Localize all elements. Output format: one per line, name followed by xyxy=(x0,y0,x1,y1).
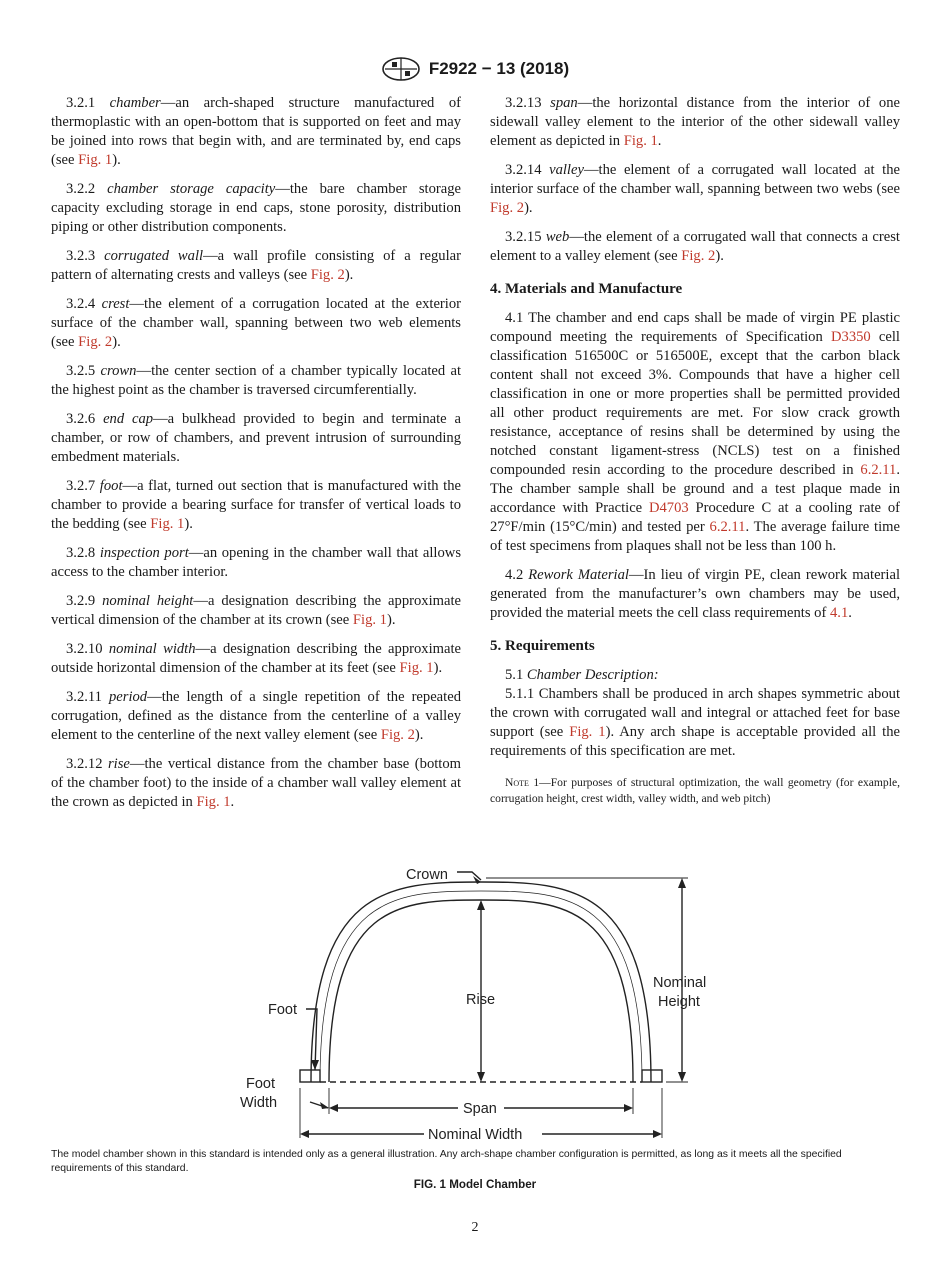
link-6-2-11[interactable]: 6.2.11 xyxy=(709,519,746,535)
definition-term: inspection port xyxy=(99,545,189,561)
section-4-heading: 4. Materials and Manufacture xyxy=(490,281,683,297)
right-foot xyxy=(642,1070,662,1082)
document-designation: F2922 − 13 (2018) xyxy=(428,59,570,78)
definition-term: span xyxy=(550,95,578,111)
figure-caption-text: The model chamber shown in this standard is intended only as a general illustration. Any arch-shape chamber configuration is permitted, as long as it meets all the specified requirements of this standard. xyxy=(51,1149,842,1174)
definition-paragraph: 3.2.10 nominal width—a designation describing the approximate outside horizontal dimension of the chamber at its feet (see Fig. 1). xyxy=(51,641,462,676)
figure-link[interactable]: Fig. 1 xyxy=(150,516,185,532)
link-d4703[interactable]: D4703 xyxy=(648,500,689,516)
paragraph-5-1: 5.1 Chamber Description: xyxy=(505,667,659,683)
definition-paragraph: 3.2.3 corrugated wall—a wall profile consisting of a regular pattern of alternating crests and valleys (see Fig. 2). xyxy=(51,248,461,283)
figure-link[interactable]: Fig. 1 xyxy=(352,612,387,628)
link-4-1[interactable]: 4.1 xyxy=(830,605,849,621)
label-crown: Crown xyxy=(406,867,448,883)
definition-term: crest xyxy=(101,296,130,312)
figure-link[interactable]: Fig. 2 xyxy=(681,248,716,264)
definition-term: valley xyxy=(549,162,584,178)
figure-model-chamber xyxy=(220,856,720,1146)
definition-term: crown xyxy=(100,363,137,379)
right-column xyxy=(490,94,900,807)
section-5-heading: 5. Requirements xyxy=(490,638,595,654)
left-foot xyxy=(300,1070,320,1082)
note-1: Note 1—For purposes of structural optimization, the wall geometry (for example, corrugation height, crest width, valley width, and web pitch) xyxy=(490,776,900,805)
definition-term: foot xyxy=(99,478,123,494)
definition-paragraph: 3.2.5 crown—the center section of a chamber typically located at the highest point as the chamber is traversed circumferentially. xyxy=(51,363,461,398)
definition-term: nominal width xyxy=(108,641,196,657)
definition-term: rise xyxy=(108,756,130,772)
definition-term: chamber storage capacity xyxy=(107,181,276,197)
link-fig-1[interactable]: Fig. 1 xyxy=(569,724,606,740)
definition-term: period xyxy=(108,689,148,705)
definition-paragraph: 3.2.4 crest—the element of a corrugation located at the exterior surface of the chamber wall, spanning between two web elements (see Fig. 2). xyxy=(51,296,461,350)
definition-paragraph: 3.2.11 period—the length of a single repetition of the repeated corrugation, defined as the distance from the centerline of a valley element to the centerline of the next valley element (see Fig. 2). xyxy=(51,689,461,743)
paragraph-4-1: 4.1 The chamber and end caps shall be made of virgin PE plastic compound meeting the requirements of Specification D3350 cell classification 516500C or 516500E, except that the carbon black content shall not exceed 3%. Compounds that have a higher cell classification in one or more properties shall be permitted provided all other product requirements are met. For slow crack growth resistance, acceptance of resins shall be determined by using the notched constant ligament-stress (NCLS) test on a finished compounded resin according to the procedure described in 6.2.11. The chamber sample shall be ground and a test plaque made in accordance with Practice D4703 Procedure C at a cooling rate of 27°F/min (15°C/min) and tested per 6.2.11. The average failure time of test specimens from plaques shall not be less than 100 h. xyxy=(490,310,900,554)
figure-link[interactable]: Fig. 1 xyxy=(623,133,658,149)
definition-paragraph: 3.2.9 nominal height—a designation describing the approximate vertical dimension of the chamber at its crown (see Fig. 1). xyxy=(51,593,461,628)
astm-logo-icon xyxy=(381,56,421,82)
definition-term: nominal height xyxy=(102,593,194,609)
label-nominal: Nominal xyxy=(653,975,707,991)
definition-paragraph: 3.2.1 chamber—an arch-shaped structure manufactured of thermoplastic with an open-bottom that is supported on feet and may be joined into rows that begin with, and are terminated by, end caps (see Fig. 1). xyxy=(51,95,461,168)
label-foot-width-2: Width xyxy=(240,1095,278,1111)
definition-paragraph: 3.2.14 valley—the element of a corrugated wall located at the interior surface of the chamber wall, spanning between two webs (see Fig. 2). xyxy=(490,162,900,216)
definition-term: end cap xyxy=(103,411,154,427)
label-foot: Foot xyxy=(268,1002,298,1018)
page-header xyxy=(0,56,950,84)
label-rise: Rise xyxy=(466,992,496,1008)
figure-link[interactable]: Fig. 1 xyxy=(196,794,231,810)
definition-paragraph: 3.2.13 span—the horizontal distance from the interior of one sidewall valley element to the interior of the other sidewall valley element as depicted in Fig. 1. xyxy=(490,95,900,149)
paragraph-4-2: 4.2 Rework Material—In lieu of virgin PE, clean rework material generated from the manufacturer’s own chambers may be used, provided the material meets the cell class requirements of 4.1. xyxy=(490,567,901,621)
definition-term: corrugated wall xyxy=(104,248,204,264)
definition-paragraph: 3.2.12 rise—the vertical distance from the chamber base (bottom of the chamber foot) to the inside of a chamber wall valley element at the crown as depicted in Fig. 1. xyxy=(51,756,461,810)
label-height: Height xyxy=(658,994,700,1010)
left-column xyxy=(51,94,461,822)
page-number: 2 xyxy=(471,1220,479,1235)
definition-paragraph: 3.2.2 chamber storage capacity—the bare chamber storage capacity excluding storage in end caps, stone porosity, distribution piping or other distribution components. xyxy=(51,181,461,235)
figure-link[interactable]: Fig. 2 xyxy=(78,334,113,350)
label-foot-width-1: Foot xyxy=(246,1076,276,1092)
figure-link[interactable]: Fig. 2 xyxy=(310,267,345,283)
definition-paragraph: 3.2.8 inspection port—an opening in the chamber wall that allows access to the chamber interior. xyxy=(51,545,461,580)
label-nominal-width: Nominal Width xyxy=(428,1127,523,1143)
figure-link[interactable]: Fig. 1 xyxy=(78,152,113,168)
definition-paragraph: 3.2.7 foot—a flat, turned out section that is manufactured with the chamber to provide a bearing surface for transfer of vertical loads to the bedding (see Fig. 1). xyxy=(51,478,461,532)
figure-link[interactable]: Fig. 2 xyxy=(490,200,525,216)
paragraph-5-1-1: 5.1.1 Chambers shall be produced in arch shapes symmetric about the crown with corrugated wall and integral or attached feet for base support (see Fig. 1). Any arch shape is acceptable provided all the requirements of this specification are met. xyxy=(490,686,900,759)
link-6-2-11[interactable]: 6.2.11 xyxy=(860,462,897,478)
figure-link[interactable]: Fig. 2 xyxy=(380,727,415,743)
definition-term: web xyxy=(545,229,570,245)
definition-term: chamber xyxy=(109,95,161,111)
label-span: Span xyxy=(463,1101,497,1117)
definition-paragraph: 3.2.6 end cap—a bulkhead provided to begin and terminate a chamber, or row of chambers, and prevent intrusion of surrounding embedment materials. xyxy=(51,411,461,465)
figure-link[interactable]: Fig. 1 xyxy=(399,660,434,676)
definition-paragraph: 3.2.15 web—the element of a corrugated wall that connects a crest element to a valley element (see Fig. 2). xyxy=(490,229,900,264)
link-d3350[interactable]: D3350 xyxy=(830,329,871,345)
figure-title: FIG. 1 Model Chamber xyxy=(413,1178,537,1191)
